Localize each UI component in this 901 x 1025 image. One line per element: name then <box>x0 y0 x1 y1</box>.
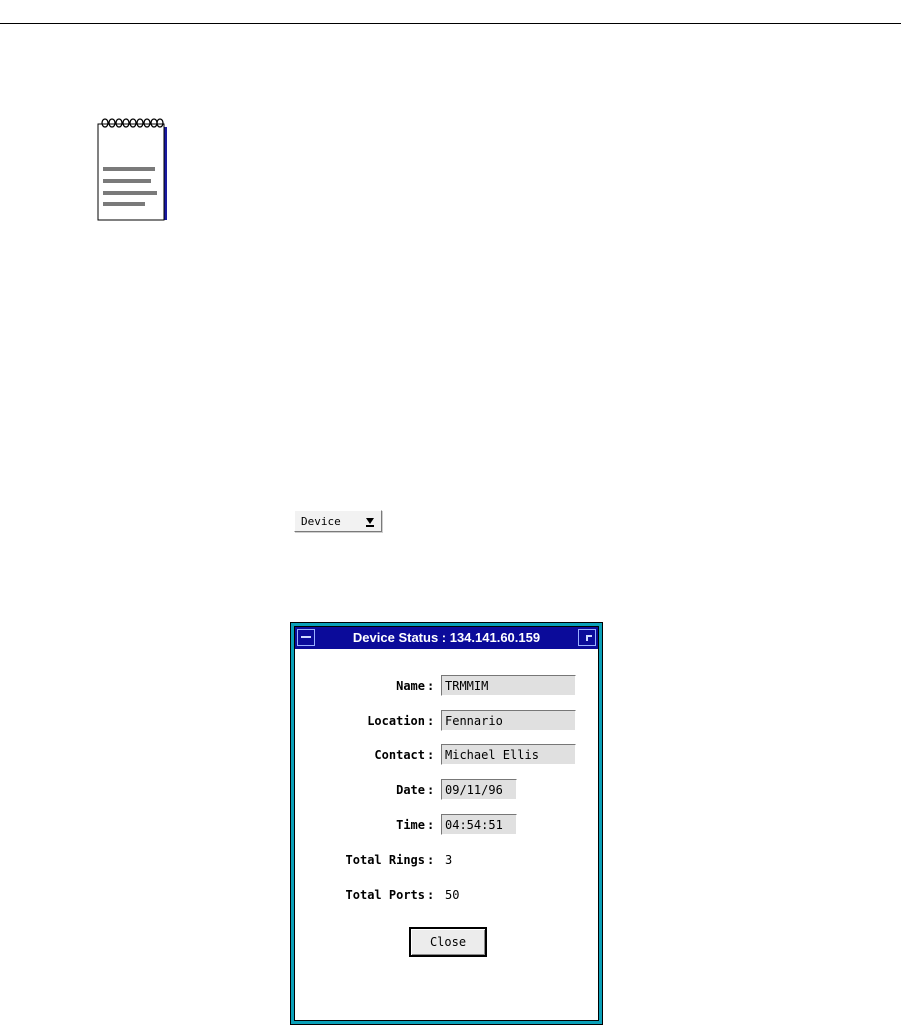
date-field[interactable]: 09/11/96 <box>441 779 517 800</box>
total-rings-value: 3 <box>445 853 453 867</box>
total-rings-label: Total Rings <box>345 853 425 867</box>
total-ports-value: 50 <box>445 888 460 902</box>
contact-field[interactable]: Michael Ellis <box>441 744 576 765</box>
total-ports-colon: : <box>427 888 435 902</box>
device-menu-label: Device <box>301 515 341 528</box>
time-label: Time <box>396 818 425 832</box>
date-label: Date <box>396 783 425 797</box>
device-menu-button[interactable] <box>294 510 382 532</box>
maximize-icon[interactable] <box>578 629 596 646</box>
close-button[interactable]: Close <box>409 927 487 957</box>
page-top-rule <box>0 23 901 24</box>
time-colon: : <box>427 818 435 832</box>
dialog-titlebar[interactable] <box>295 627 598 649</box>
notepad-icon <box>96 117 170 223</box>
location-field[interactable]: Fennario <box>441 710 576 731</box>
total-rings-colon: : <box>427 853 435 867</box>
name-label: Name <box>396 679 425 693</box>
dialog-title: Device Status : 134.141.60.159 <box>352 630 541 645</box>
location-label: Location <box>367 714 425 728</box>
location-colon: : <box>427 714 435 728</box>
contact-label: Contact <box>374 748 425 762</box>
time-field[interactable]: 04:54:51 <box>441 814 517 835</box>
name-colon: : <box>427 679 435 693</box>
window-menu-icon[interactable] <box>297 629 315 646</box>
device-status-dialog <box>290 622 603 1025</box>
total-ports-label: Total Ports <box>345 888 425 902</box>
date-colon: : <box>427 783 435 797</box>
dialog-body <box>294 626 599 1021</box>
contact-colon: : <box>427 748 435 762</box>
name-field[interactable]: TRMMIM <box>441 675 576 696</box>
down-arrow-icon <box>365 515 375 529</box>
